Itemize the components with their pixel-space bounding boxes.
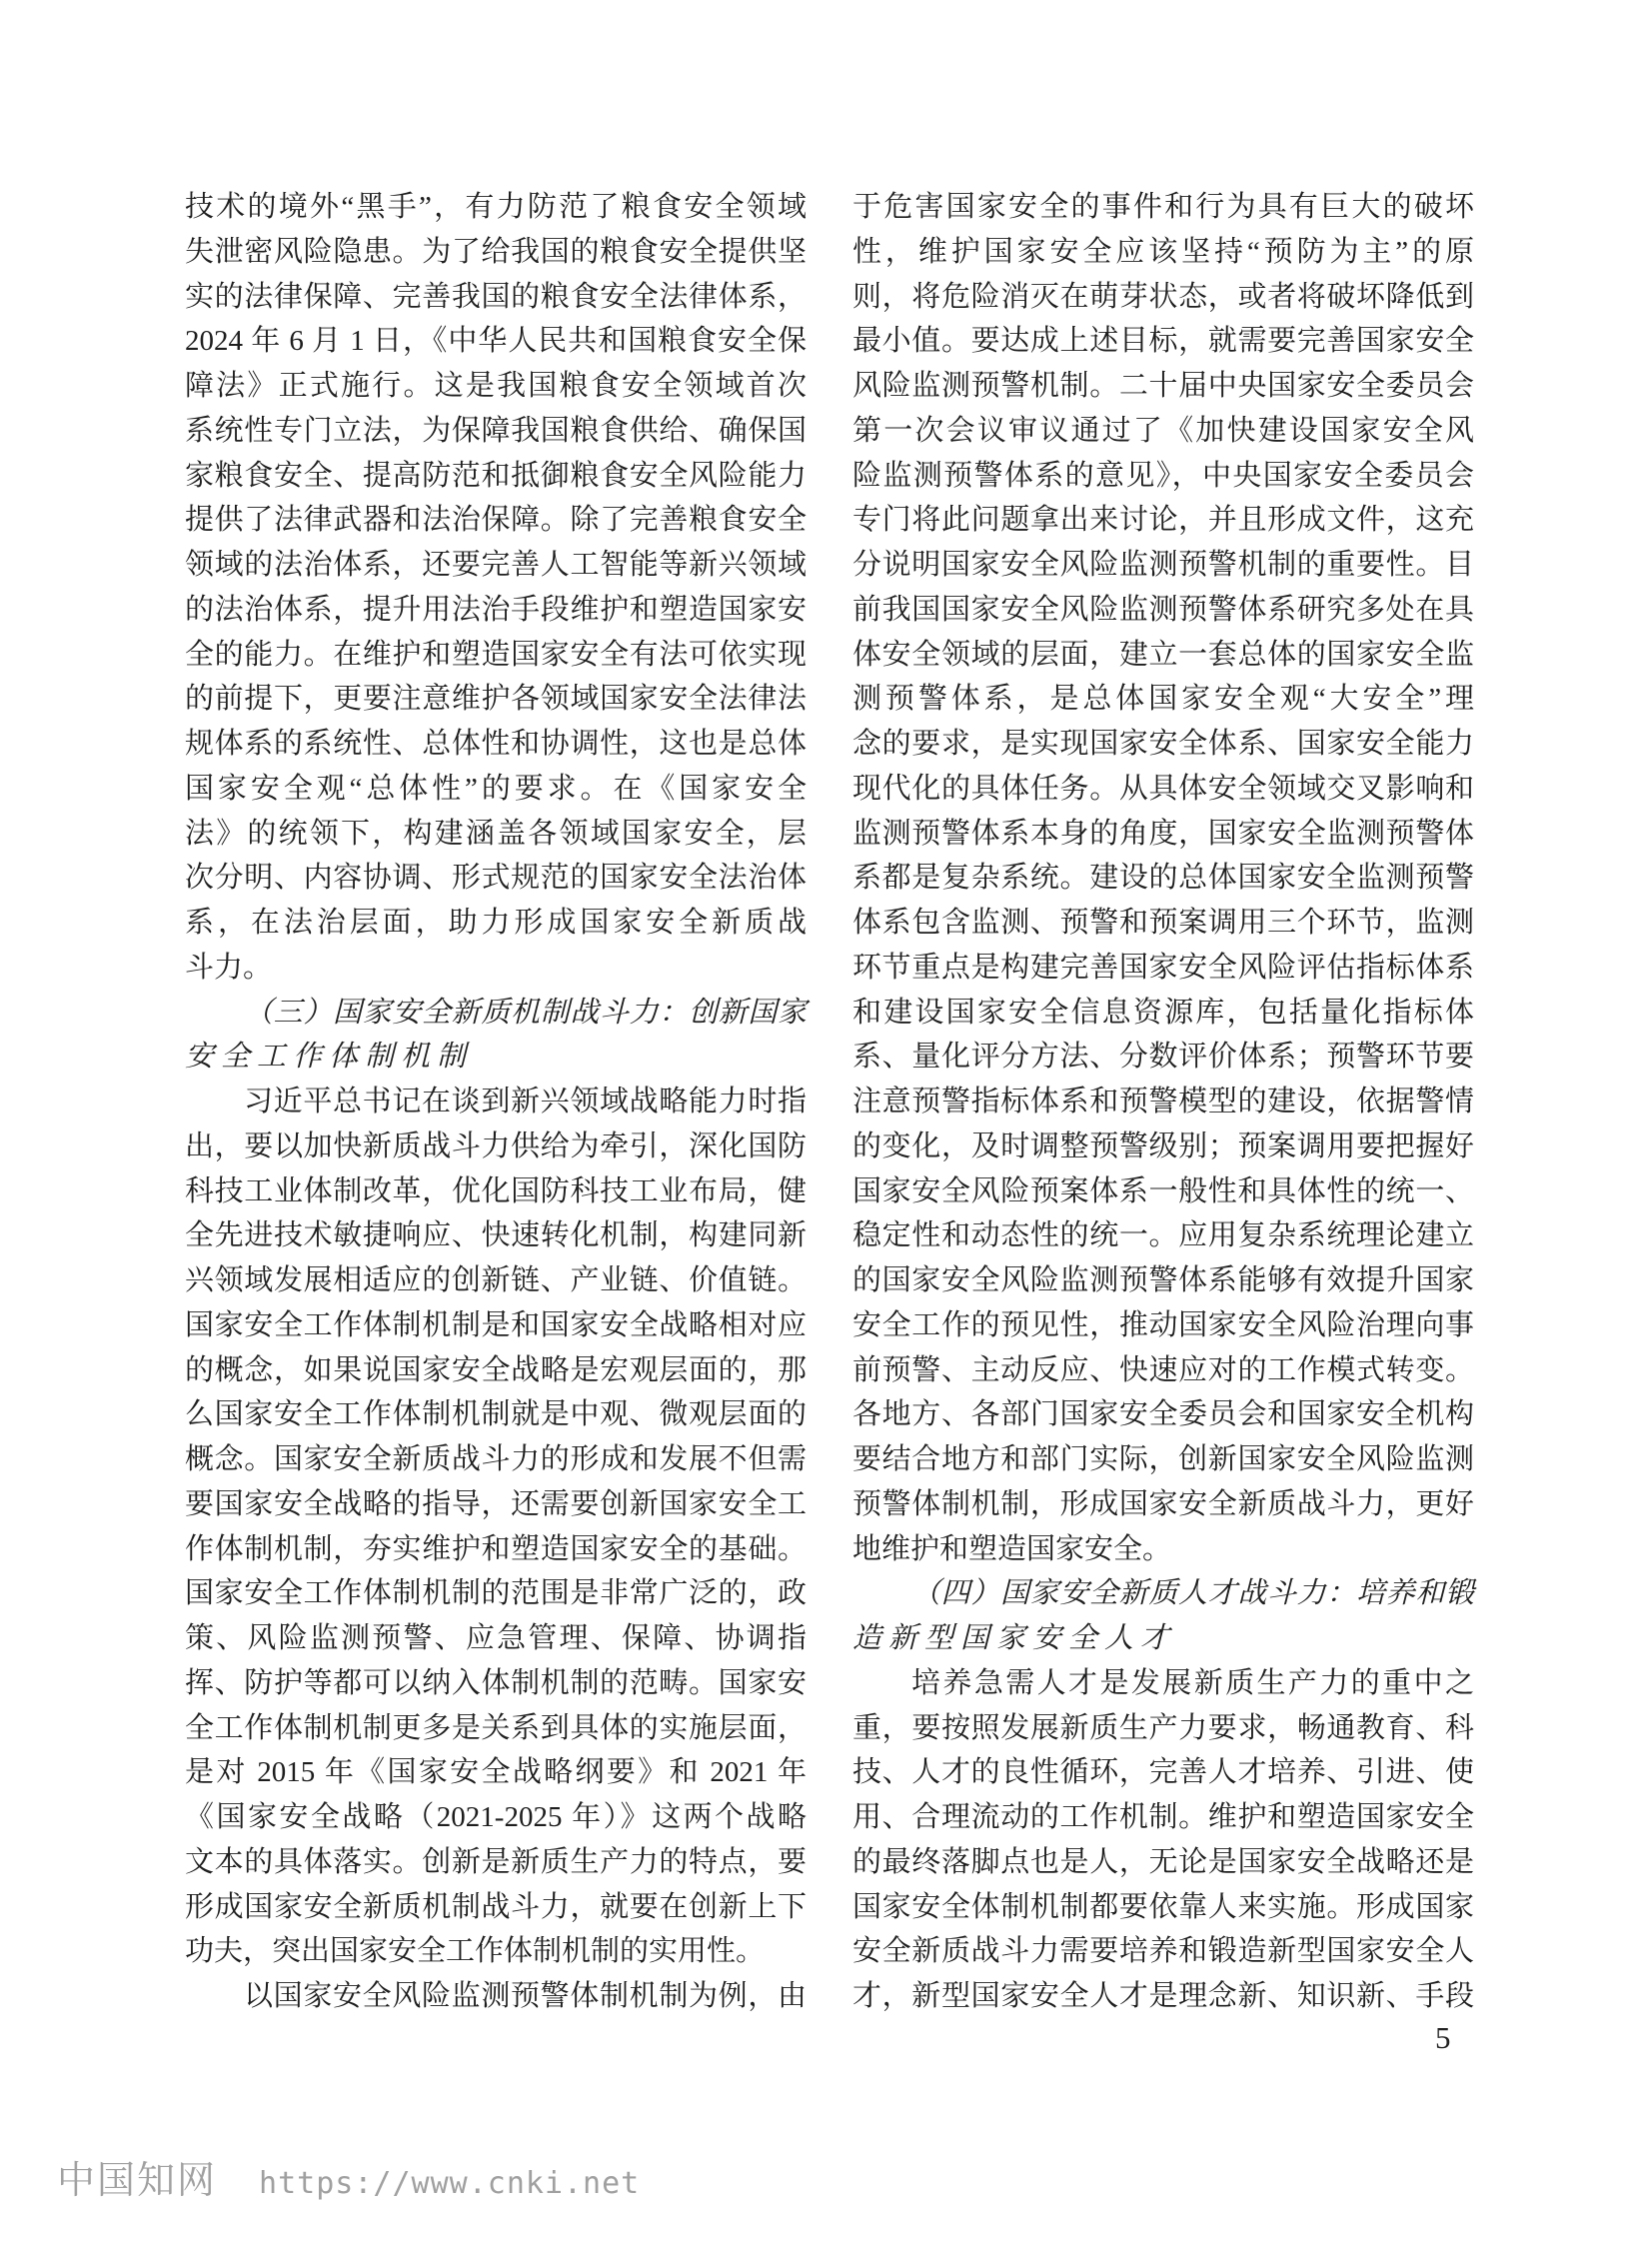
text-line: 领域的法治体系，还要完善人工智能等新兴领域 [185, 549, 807, 581]
text-line: 出，要以加快新质战斗力供给为牵引，深化国防 [185, 1129, 807, 1162]
text-line: 于危害国家安全的事件和行为具有巨大的破坏 [852, 191, 1474, 223]
text-line: 的最终落脚点也是人，无论是国家安全战略还是 [852, 1845, 1474, 1878]
text-line: 各地方、各部门国家安全委员会和国家安全机构 [852, 1398, 1474, 1431]
text-line: 稳定性和动态性的统一。应用复杂系统理论建立 [852, 1219, 1474, 1252]
text-line: 体系包含监测、预警和预案调用三个环节，监测 [852, 907, 1474, 939]
text-line: 培养急需人才是发展新质生产力的重中之 [911, 1666, 1474, 1699]
text-line: 监测预警体系本身的角度，国家安全监测预警体 [852, 817, 1474, 850]
text-line: 系都是复杂系统。建设的总体国家安全监测预警 [852, 862, 1474, 895]
text-line: 则，将危险消灭在萌芽状态，或者将破坏降低到 [852, 280, 1474, 313]
text-line: 全先进技术敏捷响应、快速转化机制，构建同新 [185, 1219, 807, 1252]
text-line: 实的法律保障、完善我国的粮食安全法律体系， [185, 280, 807, 313]
text-line: 最小值。要达成上述目标，就需要完善国家安全 [852, 325, 1474, 358]
text-line: 分说明国家安全风险监测预警机制的重要性。目 [852, 549, 1474, 581]
text-line: 技、人才的良性循环，完善人才培养、引进、使 [852, 1756, 1474, 1789]
cnki-site-name: 中国知网 [57, 2160, 218, 2202]
text-line: 用、合理流动的工作机制。维护和塑造国家安全 [852, 1801, 1474, 1833]
left-column [185, 185, 807, 2019]
text-line: 系，在法治层面，助力形成国家安全新质战 [185, 907, 807, 939]
text-line: 是对 2015 年《国家安全战略纲要》和 2021 年 [185, 1756, 807, 1789]
text-line: 规体系的系统性、总体性和协调性，这也是总体 [185, 728, 807, 760]
text-line: 文本的具体落实。创新是新质生产力的特点，要 [185, 1845, 807, 1878]
text-line: 测预警体系，是总体国家安全观“大安全”理 [852, 683, 1474, 716]
text-line: 念的要求，是实现国家安全体系、国家安全能力 [852, 728, 1474, 760]
text-line: 才，新型国家安全人才是理念新、知识新、手段 [852, 1980, 1474, 2012]
text-line: 环节重点是构建完善国家安全风险评估指标体系 [852, 951, 1474, 984]
text-line: 家粮食安全、提高防范和抵御粮食安全风险能力 [185, 459, 807, 492]
text-line: 的变化，及时调整预警级别；预案调用要把握好 [852, 1129, 1474, 1162]
text-line: 全的能力。在维护和塑造国家安全有法可依实现 [185, 638, 807, 671]
cnki-url: https://www.cnki.net [259, 2166, 641, 2201]
text-line: 注意预警指标体系和预警模型的建设，依据警情 [852, 1086, 1474, 1118]
text-line: 国家安全工作体制机制是和国家安全战略相对应 [185, 1308, 807, 1341]
text-line: 现代化的具体任务。从具体安全领域交叉影响和 [852, 772, 1474, 805]
text-line: 作体制机制，夯实维护和塑造国家安全的基础。 [185, 1532, 807, 1565]
text-line: 《国家安全战略（2021-2025 年）》这两个战略 [185, 1801, 807, 1833]
heading-line: （三）国家安全新质机制战斗力：创新国家 [244, 996, 807, 1029]
text-line: 功夫，突出国家安全工作体制机制的实用性。 [185, 1935, 766, 1968]
text-line: 科技工业体制改革，优化国防科技工业布局，健 [185, 1174, 807, 1207]
heading-line: 安全工作体制机制 [185, 1041, 474, 1074]
text-line: 体安全领域的层面，建立一套总体的国家安全监 [852, 638, 1474, 671]
right-column [852, 185, 1474, 2019]
text-line: 安全新质战斗力需要培养和锻造新型国家安全人 [852, 1935, 1474, 1968]
text-line: 专门将此问题拿出来讨论，并且形成文件，这充 [852, 504, 1474, 537]
page-number: 5 [1435, 2020, 1451, 2055]
text-line: 全工作体制机制更多是关系到具体的实施层面， [185, 1711, 807, 1744]
text-line: 系统性专门立法，为保障我国粮食供给、确保国 [185, 414, 807, 447]
text-line: 障法》正式施行。这是我国粮食安全领域首次 [185, 370, 807, 402]
text-line: 技术的境外“黑手”，有力防范了粮食安全领域 [185, 191, 807, 223]
text-line: 的法治体系，提升用法治手段维护和塑造国家安 [185, 593, 807, 626]
text-line: 国家安全工作体制机制的范围是非常广泛的，政 [185, 1577, 807, 1610]
text-line: 安全工作的预见性，推动国家安全风险治理向事 [852, 1308, 1474, 1341]
text-line: 要国家安全战略的指导，还需要创新国家安全工 [185, 1487, 807, 1520]
text-line: 预警体制机制，形成国家安全新质战斗力，更好 [852, 1487, 1474, 1520]
text-line: 重，要按照发展新质生产力要求，畅通教育、科 [852, 1711, 1474, 1744]
text-line: 性，维护国家安全应该坚持“预防为主”的原 [852, 235, 1474, 268]
text-line: 习近平总书记在谈到新兴领域战略能力时指 [244, 1086, 807, 1118]
text-line: 国家安全风险预案体系一般性和具体性的统一、 [852, 1174, 1474, 1207]
text-line: 前预警、主动反应、快速应对的工作模式转变。 [852, 1353, 1474, 1386]
text-line: 法》的统领下，构建涵盖各领域国家安全，层 [185, 817, 807, 850]
text-line: 策、风险监测预警、应急管理、保障、协调指 [185, 1622, 807, 1654]
text-line: 次分明、内容协调、形式规范的国家安全法治体 [185, 862, 807, 895]
text-line: 地维护和塑造国家安全。 [852, 1532, 1172, 1565]
text-line: 么国家安全工作体制机制就是中观、微观层面的 [185, 1398, 807, 1431]
watermark [57, 2149, 640, 2204]
text-line: 提供了法律武器和法治保障。除了完善粮食安全 [185, 504, 807, 537]
text-line: 要结合地方和部门实际，创新国家安全风险监测 [852, 1443, 1474, 1475]
text-line: 的国家安全风险监测预警体系能够有效提升国家 [852, 1264, 1474, 1296]
text-line: 的前提下，更要注意维护各领域国家安全法律法 [185, 683, 807, 716]
text-line: 国家安全观“总体性”的要求。在《国家安全 [185, 772, 807, 805]
text-line: 形成国家安全新质机制战斗力，就要在创新上下 [185, 1890, 807, 1923]
text-line: 失泄密风险隐患。为了给我国的粮食安全提供坚 [185, 235, 807, 268]
text-line: 和建设国家安全信息资源库，包括量化指标体 [852, 996, 1474, 1029]
heading-line: 造新型国家安全人才 [852, 1622, 1177, 1654]
heading-line: （四）国家安全新质人才战斗力：培养和锻 [911, 1577, 1474, 1610]
text-line: 挥、防护等都可以纳入体制机制的范畴。国家安 [185, 1666, 807, 1699]
text-line: 2024 年 6 月 1 日，《中华人民共和国粮食安全保 [185, 325, 807, 358]
text-line: 第一次会议审议通过了《加快建设国家安全风 [852, 414, 1474, 447]
text-line: 前我国国家安全风险监测预警体系研究多处在具 [852, 593, 1474, 626]
text-line: 系、量化评分方法、分数评价体系；预警环节要 [852, 1041, 1474, 1074]
text-line: 兴领域发展相适应的创新链、产业链、价值链。 [185, 1264, 807, 1296]
text-line: 的概念，如果说国家安全战略是宏观层面的，那 [185, 1353, 807, 1386]
text-line: 国家安全体制机制都要依靠人来实施。形成国家 [852, 1890, 1474, 1923]
text-line: 险监测预警体系的意见》，中央国家安全委员会 [852, 459, 1474, 492]
text-line: 概念。国家安全新质战斗力的形成和发展不但需 [185, 1443, 807, 1475]
text-line: 斗力。 [185, 951, 273, 984]
text-line: 以国家安全风险监测预警体制机制为例，由 [244, 1980, 807, 2012]
text-line: 风险监测预警机制。二十届中央国家安全委员会 [852, 370, 1474, 402]
